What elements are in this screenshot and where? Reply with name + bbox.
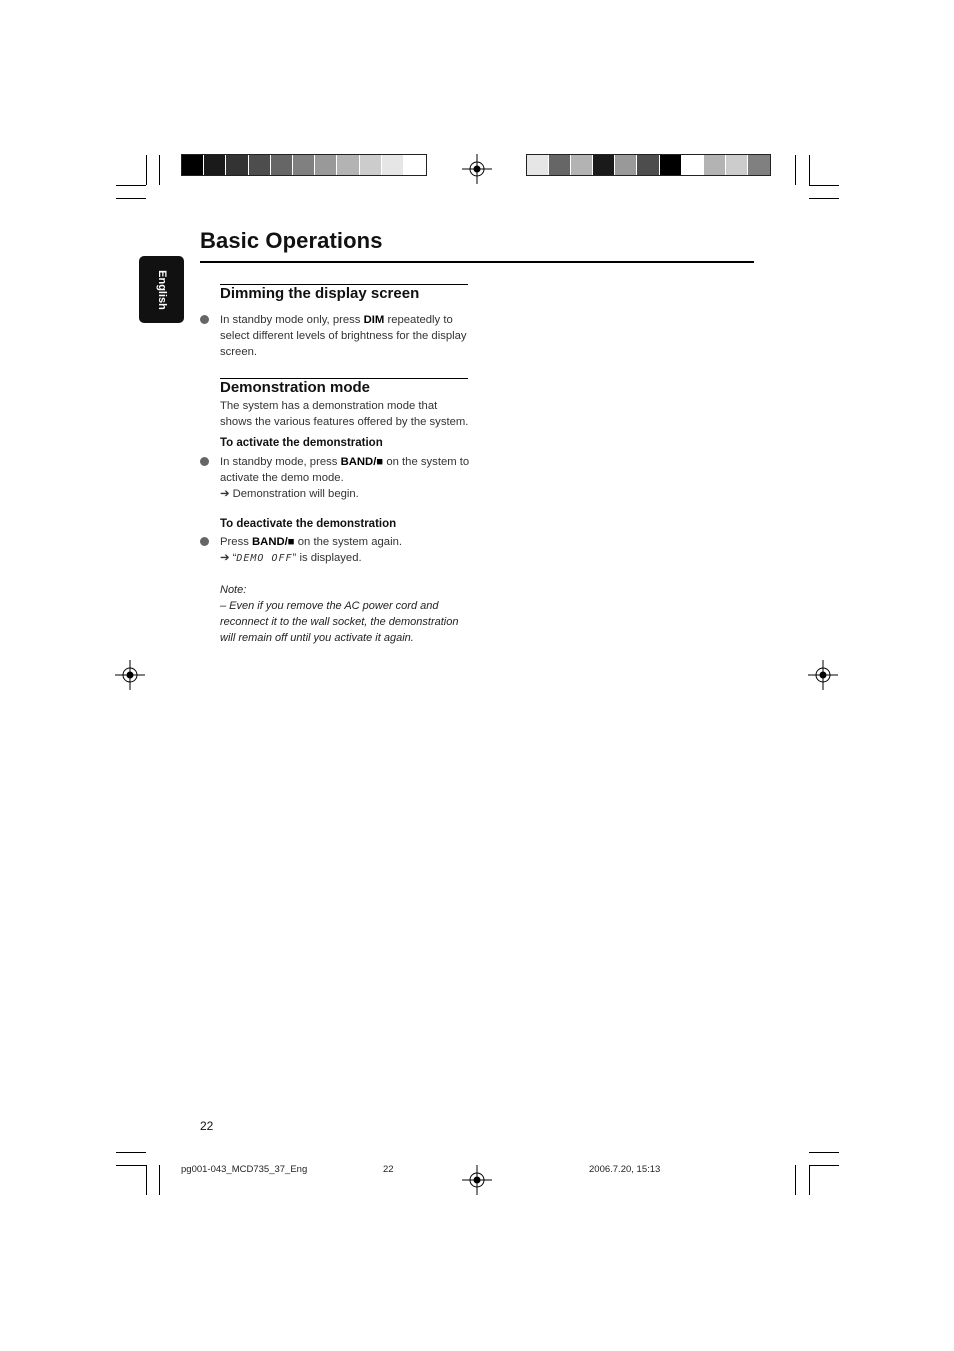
registration-mark-right-icon [808, 660, 838, 690]
color-swatch [182, 155, 204, 175]
title-divider [200, 261, 754, 263]
display-readout: DEMO OFF [236, 553, 293, 564]
color-swatch [249, 155, 271, 175]
dimming-instruction [220, 312, 472, 360]
deactivate-instruction [220, 534, 472, 567]
note-text: – Even if you remove the AC power cord and reconnect it to the wall socket, the demonstration will remain off until you activate it again. [220, 600, 459, 644]
activate-instruction [220, 454, 472, 502]
page-title: Basic Operations [200, 228, 383, 253]
footer-file: pg001-043_MCD735_37_Eng [181, 1164, 308, 1175]
deactivate-heading: To deactivate the demonstration [220, 518, 397, 530]
registration-mark-left-icon [115, 660, 145, 690]
demo-intro: The system has a demonstration mode that shows the various features offered by the system. [220, 400, 469, 428]
text-span: In standby mode, press [220, 456, 341, 468]
color-swatch [204, 155, 226, 175]
color-swatch [682, 155, 704, 175]
text-span: on the system to activate the demo mode. [220, 456, 470, 484]
language-tab-label: English [155, 269, 168, 310]
color-swatch [271, 155, 293, 175]
grayscale-strip-left [181, 154, 427, 176]
color-swatch [360, 155, 382, 175]
text-span: ➔ “ [220, 552, 237, 564]
registration-mark-bottom-icon [462, 1165, 492, 1195]
registration-mark-top-icon [462, 154, 492, 184]
text-span: on the system again. [294, 536, 403, 548]
color-swatch [549, 155, 571, 175]
note-label: Note: [220, 584, 247, 596]
color-swatch [748, 155, 770, 175]
key-label-dim: DIM [363, 314, 385, 326]
color-swatch [615, 155, 637, 175]
key-label-band: BAND/■ [252, 536, 295, 548]
color-swatch [704, 155, 726, 175]
section-heading-demo: Demonstration mode [220, 379, 371, 396]
bullet-icon [200, 315, 209, 324]
color-swatch [404, 155, 426, 175]
bullet-icon [200, 537, 209, 546]
color-swatch [527, 155, 549, 175]
activate-result: ➔ Demonstration will begin. [220, 488, 359, 500]
color-swatch [226, 155, 248, 175]
color-swatch [293, 155, 315, 175]
color-swatch [571, 155, 593, 175]
color-swatch [726, 155, 748, 175]
text-span: In standby mode only, press [220, 314, 364, 326]
text-span: ” is displayed. [292, 552, 362, 564]
page-number: 22 [200, 1119, 214, 1133]
color-swatch [337, 155, 359, 175]
bullet-icon [200, 457, 209, 466]
footer-page: 22 [383, 1164, 394, 1175]
color-swatch [660, 155, 682, 175]
color-swatch [637, 155, 659, 175]
section-heading-dimming: Dimming the display screen [220, 285, 420, 302]
footer-date: 2006.7.20, 15:13 [589, 1164, 661, 1175]
key-label-band: BAND/■ [340, 456, 384, 468]
activate-heading: To activate the demonstration [220, 437, 383, 449]
grayscale-strip-right [526, 154, 771, 176]
color-swatch [593, 155, 615, 175]
text-span: repeatedly to select different levels of brightness for the display screen. [220, 314, 467, 358]
text-span: Press [220, 536, 253, 548]
language-tab [139, 256, 184, 323]
color-swatch [382, 155, 404, 175]
color-swatch [315, 155, 337, 175]
